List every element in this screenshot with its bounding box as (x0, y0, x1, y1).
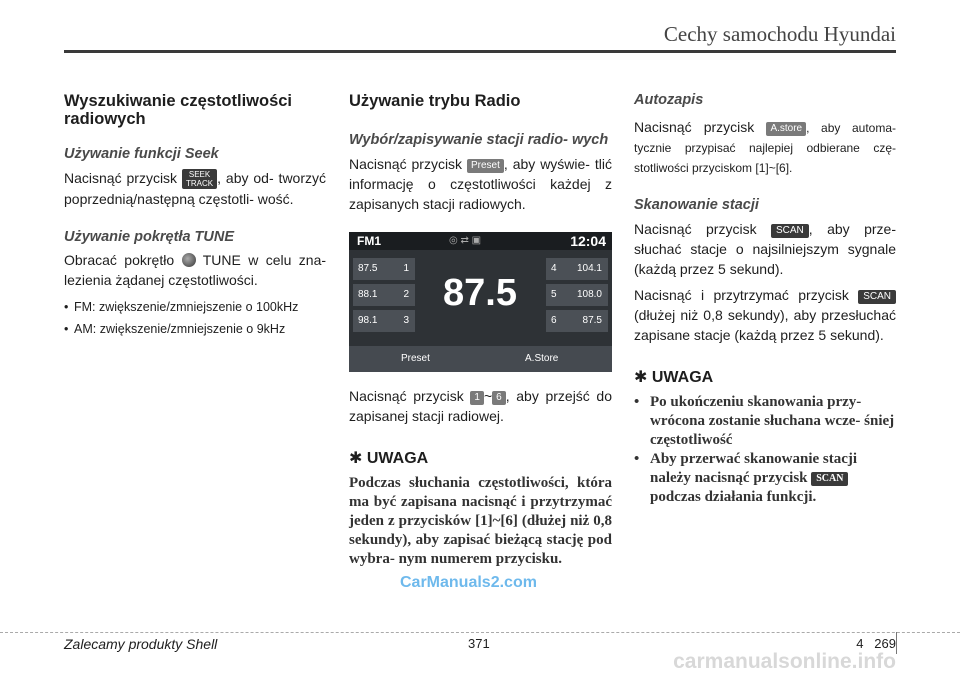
caution-title: ✱ UWAGA (349, 449, 429, 467)
preset-1-button: 1 (470, 391, 484, 405)
astore-button: A.store (766, 122, 806, 136)
seek-paragraph: Nacisnąć przycisk SEEK TRACK , aby od- tworzyć poprzednią/następną częstotli- wość. (64, 169, 326, 207)
preset-slot: 5 108.0 (546, 284, 608, 306)
watermark: CarManuals2.com (400, 574, 537, 591)
column-3 (634, 92, 896, 507)
scan-button: SCAN (858, 290, 896, 304)
caution-body: Podczas słuchania częstotliwości, która ma być zapisana nacisnąć i przytrzymać jeden z przycisków [1]~[6] (dłużej niż 0,8 sekundy), aby zapisać bieżącą stację pod wybra- nym numerem przycisku. (349, 474, 612, 567)
preset-slot: 88.1 2 (353, 284, 415, 306)
radio-bottom-bar (349, 346, 612, 372)
radio-time: 12:04 (570, 232, 606, 249)
preset-slot: 4 104.1 (546, 258, 608, 280)
list-item: • AM: zwiększenie/zmniejszenie o 9kHz (64, 318, 326, 340)
preset-6-button: 6 (492, 391, 506, 405)
scan-button: SCAN (771, 224, 809, 238)
caution-title: ✱ UWAGA (634, 368, 714, 386)
preset-slot: 98.1 3 (353, 310, 415, 332)
tune-subheading: Używanie pokrętła TUNE (64, 228, 235, 245)
radio-screen-illustration (349, 232, 612, 372)
autostore-subheading: Autozapis (634, 92, 704, 108)
list-item: • Po ukończeniu skanowania przy- wrócona zostanie słuchana wcze- śniej częstotliwość (634, 393, 896, 450)
caution-icon: ✱ (634, 368, 648, 386)
preset-button: Preset (467, 159, 504, 173)
footer-center-number: 371 (468, 636, 490, 651)
radio-subheading: Wybór/zapisywanie stacji radio- wych (349, 132, 609, 149)
radio-band: FM1 (357, 233, 381, 248)
tune-bullet-list (64, 296, 326, 340)
scan-subheading: Skanowanie stacji (634, 197, 759, 214)
column-1 (64, 92, 326, 340)
site-watermark: carmanualsonline.info (673, 650, 896, 673)
tune-paragraph: Obracać pokrętło TUNE w celu zna- lezienia żądanej częstotliwości. (64, 252, 327, 289)
preset-slot: 87.5 1 (353, 258, 415, 280)
section-heading: Wyszukiwanie częstotliwości radiowych (64, 92, 293, 129)
radio-astore-label: A.Store (525, 352, 559, 364)
preset-slot: 6 87.5 (546, 310, 608, 332)
autostore-paragraph: Nacisnąć przycisk A.store , aby automa- tycznie przypisać najlepiej odbierane czę- stotliwości przyciskom [1]~[6]. (634, 119, 897, 176)
scan-paragraph-2: Nacisnąć i przytrzymać przycisk SCAN (dłużej niż 0,8 sekundy), aby przesłuchać zapisane stacje (każdą przez 5 sekund). (634, 286, 896, 343)
caution-icon: ✱ (349, 449, 363, 467)
radio-status-icons: ◎ ⇄ ▣ (449, 234, 482, 246)
scan-paragraph-1: Nacisnąć przycisk SCAN , aby prze- słuchać stacje o najsilniejszym sygnale (każdą przez 5 sekund). (634, 220, 897, 277)
footer-rule (0, 632, 960, 633)
seek-subheading: Używanie funkcji Seek (64, 146, 219, 163)
select-preset-paragraph: Nacisnąć przycisk 1 ~ 6 , aby przejść do zapisanej stacji radiowej. (349, 387, 613, 424)
tune-knob-icon (182, 253, 196, 267)
radio-preset-label: Preset (401, 352, 430, 364)
header-rule (64, 50, 896, 53)
list-item: • Aby przerwać skanowanie stacji należy nacisnąć przycisk SCAN podczas działania funkcji. (634, 450, 896, 507)
footer-left-text: Zalecamy produkty Shell (64, 636, 218, 652)
caution-list (634, 393, 896, 507)
preset-paragraph: Nacisnąć przycisk Preset , aby wyświe- tlić informację o częstotliwości każdej z zapisanych stacji radiowych. (349, 155, 612, 212)
seek-track-button: SEEK TRACK (182, 169, 217, 189)
column-2 (349, 92, 612, 569)
list-item: • FM: zwiększenie/zmniejszenie o 100kHz (64, 296, 326, 318)
radio-frequency: 87.5 (443, 271, 517, 314)
footer-page-number: 4 269 (856, 636, 896, 651)
footer-separator (896, 632, 897, 654)
section-heading: Używanie trybu Radio (349, 92, 521, 110)
scan-button: SCAN (811, 472, 848, 486)
radio-status-bar (349, 232, 612, 250)
page-header-title: Cechy samochodu Hyundai (663, 22, 896, 46)
